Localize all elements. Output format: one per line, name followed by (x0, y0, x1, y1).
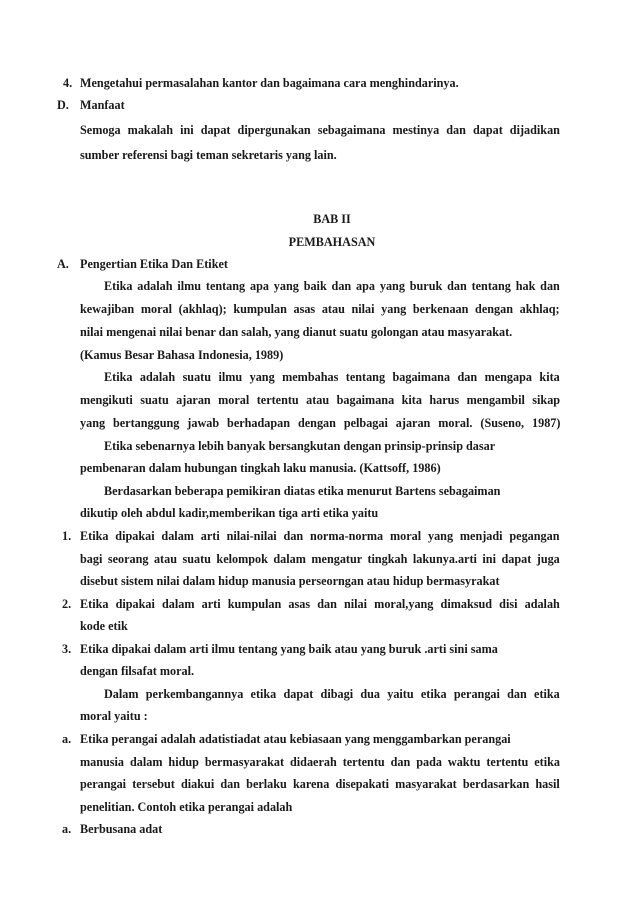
chapter-title: PEMBAHASAN (288, 235, 376, 249)
text-line: mengikuti suatu ajaran moral tertentu atau bagaimana kita harus mengambil sikap (80, 393, 561, 407)
text-line: dengan filsafat moral. (80, 664, 195, 678)
text-line: yang bertanggung jawab berhadapan dengan pelbagai ajaran moral. (Suseno, 1987) (80, 416, 561, 430)
text-line: kode etik (80, 619, 128, 633)
text-line: penelitian. Contoh etika perangai adalah (80, 800, 293, 814)
text-line: Etika dipakai dalam arti ilmu tentang yang baik atau yang buruk .arti sini sama (80, 642, 498, 656)
text-line: Etika sebenarnya lebih banyak bersangkutan dengan prinsip-prinsip dasar (104, 439, 496, 453)
list-marker: 1. (62, 529, 72, 543)
section-heading: Pengertian Etika Dan Etiket (80, 257, 228, 271)
text-line: nilai mengenai nilai benar dan salah, yang dianut suatu golongan atau masyarakat. (80, 325, 513, 339)
list-marker: 4. (63, 76, 73, 90)
list-marker: a. (62, 822, 72, 836)
text-line: Berdasarkan beberapa pemikiran diatas etika menurut Bartens sebagaiman (104, 484, 501, 498)
text-line: Etika adalah suatu ilmu yang membahas tentang bagaimana dan mengapa kita (104, 370, 560, 384)
section-heading: Manfaat (80, 98, 125, 112)
text-line: disebut sistem nilai dalam hidup manusia perseorngan atau hidup bermasyrakat (80, 574, 500, 588)
text-line: dikutip oleh abdul kadir,memberikan tiga arti etika yaitu (80, 506, 379, 520)
text-line: Etika perangai adalah adatistiadat atau kebiasaan yang menggambarkan perangai (80, 732, 511, 746)
list-marker: a. (62, 732, 72, 746)
list-marker: 2. (62, 597, 72, 611)
text-line: Etika adalah ilmu tentang apa yang baik dan apa yang buruk dan tentang hak dan (104, 279, 560, 293)
text-line: Dalam perkembangannya etika dapat dibagi dua yaitu etika perangai dan etika (104, 687, 560, 701)
text-line: moral yaitu : (80, 709, 148, 723)
list-marker: 3. (62, 642, 72, 656)
text-line: manusia dalam hidup bermasyarakat didaerah tertentu dan pada waktu tertentu etika (80, 755, 560, 769)
text-line: Etika dipakai dalam arti kumpulan asas dan nilai moral,yang dimaksud disi adalah (80, 597, 560, 611)
text-line: pembenaran dalam hubungan tingkah laku manusia. (Kattsoff, 1986) (80, 461, 441, 475)
text-line: Mengetahui permasalahan kantor dan bagaimana cara menghindarinya. (80, 76, 459, 90)
chapter-number: BAB II (313, 212, 351, 226)
text-line: bagi seorang atau suatu kelompok dalam mengatur tingkah lakunya.arti ini dapat juga (80, 552, 560, 566)
text-line: kewajiban moral (akhlaq); kumpulan asas atau nilai yang berkenaan dengan akhlaq; (80, 302, 560, 316)
text-line: Etika dipakai dalam arti nilai-nilai dan norma-norma moral yang menjadi pegangan (80, 529, 560, 543)
section-marker: D. (57, 98, 69, 112)
text-line: (Kamus Besar Bahasa Indonesia, 1989) (80, 348, 284, 362)
text-line: Berbusana adat (80, 822, 163, 836)
section-marker: A. (57, 257, 69, 271)
text-line: perangai tersebut diakui dan berlaku karena disepakati masyarakat berdasarkan hasil (80, 777, 560, 791)
text-line: sumber referensi bagi teman sekretaris yang lain. (80, 148, 337, 162)
text-line: Semoga makalah ini dapat dipergunakan sebagaimana mestinya dan dapat dijadikan (80, 123, 560, 137)
